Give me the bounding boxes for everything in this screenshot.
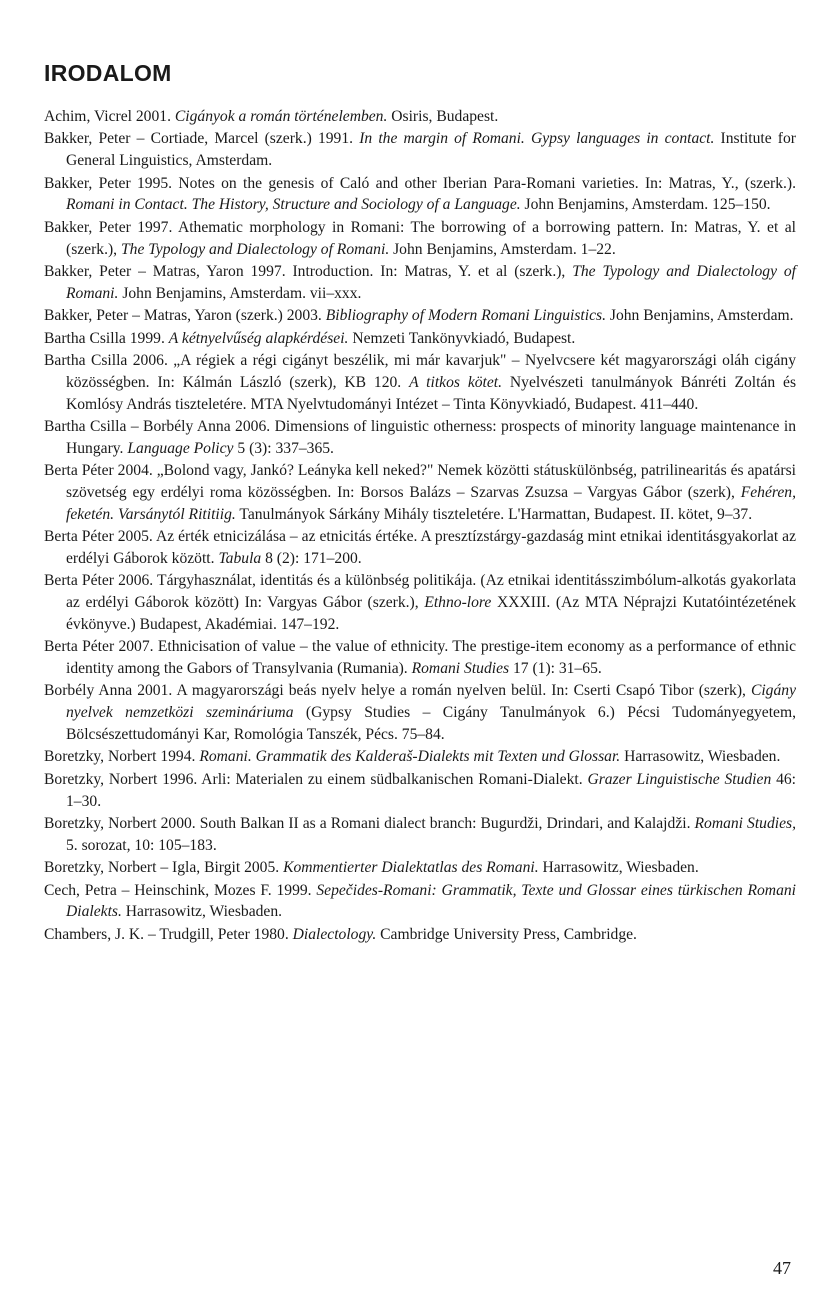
reference-text: Institute for General Linguistics, Amsterdam. bbox=[66, 130, 796, 170]
reference-text: John Benjamins, Amsterdam. 125–150. bbox=[520, 196, 771, 214]
reference-text: Bakker, Peter – Matras, Yaron 1997. Introduction. In: Matras, Y. et al (szerk.), bbox=[44, 262, 573, 280]
reference-entry bbox=[44, 857, 796, 879]
reference-text: 5. sorozat, 10: 105–183. bbox=[66, 836, 217, 854]
reference-text: 46: 1–30. bbox=[66, 770, 797, 810]
reference-text: Borbély Anna 2001. A magyarországi beás nyelv helye a román nyelven belül. In: Cserti Csapó Tibor (szerk), bbox=[44, 682, 751, 700]
reference-entry bbox=[44, 813, 796, 857]
reference-title: Ethno-lore bbox=[424, 594, 492, 612]
reference-text: Bakker, Peter 1995. Notes on the genesis of Caló and other Iberian Para-Romani varieties. In: Matras, Y., (szerk.). bbox=[44, 174, 796, 192]
reference-title: In the margin of Romani. Gypsy languages in contact. bbox=[359, 130, 715, 148]
reference-entry bbox=[44, 924, 796, 946]
reference-title: Bibliography of Modern Romani Linguistics. bbox=[325, 307, 606, 325]
reference-entry bbox=[44, 880, 796, 924]
reference-text: XXXIII. (Az MTA Néprajzi Kutatóintézetének évkönyve.) Budapest, Akadémiai. 147–192. bbox=[66, 594, 796, 633]
reference-text: Harrasowitz, Wiesbaden. bbox=[620, 748, 781, 766]
reference-title: Grazer Linguistische Studien bbox=[587, 770, 772, 788]
reference-text: Boretzky, Norbert 1996. Arli: Materialen zu einem südbalkanischen Romani-Dialekt. bbox=[44, 770, 588, 788]
reference-entry bbox=[44, 526, 796, 570]
reference-entry bbox=[44, 328, 796, 350]
reference-text: Berta Péter 2006. Tárgyhasználat, identitás és a különbség politikája. (Az etnikai identitásszimbólum-alkotás gyakorlata az erdélyi Gáborok között) In: Vargyas Gábor (szerk.), bbox=[44, 572, 796, 612]
reference-text: Nemzeti Tankönyvkiadó, Budapest. bbox=[348, 329, 576, 347]
reference-entry bbox=[44, 769, 796, 813]
reference-title: Language Policy bbox=[127, 439, 234, 457]
reference-text: Bartha Csilla 1999. bbox=[44, 329, 169, 347]
reference-text: 8 (2): 171–200. bbox=[261, 549, 362, 567]
reference-title: Dialectology. bbox=[292, 925, 377, 943]
reference-title: Sepečides-Romani: Grammatik, Texte und Glossar eines türkischen Romani Dialekts. bbox=[66, 881, 796, 921]
reference-title: Romani. Grammatik des Kalderaš-Dialekts mit Texten und Glossar. bbox=[199, 748, 621, 766]
reference-entry bbox=[44, 106, 796, 128]
reference-title: A titkos kötet. bbox=[409, 373, 503, 391]
reference-text: Cambridge University Press, Cambridge. bbox=[376, 925, 637, 943]
reference-entry bbox=[44, 350, 796, 415]
reference-title: Kommentierter Dialektatlas des Romani. bbox=[283, 859, 539, 877]
reference-text: Harrasowitz, Wiesbaden. bbox=[121, 903, 283, 921]
reference-text: Nyelvészeti tanulmányok Bánréti Zoltán és Komlósy András tiszteletére. MTA Nyelvtudományi Intézet – Tinta Könyvkiadó, Budapest. 411–440. bbox=[66, 373, 797, 413]
reference-entry bbox=[44, 680, 796, 745]
reference-text: Bartha Csilla – Borbély Anna 2006. Dimensions of linguistic otherness: prospects of minority language maintenance in Hungary. bbox=[44, 417, 796, 457]
reference-text: Boretzky, Norbert – Igla, Birgit 2005. bbox=[44, 859, 284, 877]
reference-text: Boretzky, Norbert 2000. South Balkan II as a Romani dialect branch: Bugurdži, Drindari, and Kalajdži. bbox=[44, 815, 695, 832]
reference-text: John Benjamins, Amsterdam. vii–xxx. bbox=[118, 284, 362, 302]
reference-text: Bakker, Peter – Cortiade, Marcel (szerk.) 1991. bbox=[44, 130, 360, 148]
reference-text: Chambers, J. K. – Trudgill, Peter 1980. bbox=[44, 925, 293, 943]
reference-title: Tabula bbox=[218, 549, 262, 567]
reference-title: Romani in Contact. The History, Structure and Sociology of a Language. bbox=[66, 196, 521, 214]
reference-text: Cech, Petra – Heinschink, Mozes F. 1999. bbox=[44, 881, 317, 899]
reference-entry bbox=[44, 128, 796, 172]
reference-text: John Benjamins, Amsterdam. bbox=[605, 307, 794, 325]
page-number: 47 bbox=[773, 1258, 791, 1278]
reference-title: A kétnyelvűség alapkérdései. bbox=[168, 329, 349, 347]
reference-text: Berta Péter 2007. Ethnicisation of value – the value of ethnicity. The prestige-item economy as a performance of ethnic identity among the Gabors of Transylvania (Rumania). bbox=[44, 638, 796, 678]
reference-entry bbox=[44, 746, 796, 768]
reference-title: Fehéren, feketén. Varsánytól Rititiig. bbox=[66, 483, 796, 523]
reference-text: Boretzky, Norbert 1994. bbox=[44, 748, 200, 766]
reference-text: Osiris, Budapest. bbox=[387, 108, 499, 125]
reference-title: Cigányok a román történelemben. bbox=[174, 108, 388, 125]
reference-entry bbox=[44, 217, 796, 261]
reference-text: Berta Péter 2004. „Bolond vagy, Jankó? Leányka kell neked?" Nemek közötti státuskülönbség, patrilinearitás és apatársi szövetség egy erdélyi roma közösségben. In: Borsos Balázs – Szarvas Zsuzsa – Vargyas Gábor (szerk), bbox=[44, 462, 796, 501]
reference-text: Bakker, Peter 1997. Athematic morphology in Romani: The borrowing of a borrowing pattern. In: Matras, Y. et al (szerk.), bbox=[44, 218, 796, 258]
reference-title: Cigány nyelvek nemzetközi szemináriuma bbox=[66, 682, 796, 722]
reference-text: Bakker, Peter – Matras, Yaron (szerk.) 2003. bbox=[44, 307, 326, 325]
reference-text: John Benjamins, Amsterdam. 1–22. bbox=[389, 240, 616, 258]
reference-entry bbox=[44, 261, 796, 305]
reference-entry bbox=[44, 636, 796, 680]
reference-title: The Typology and Dialectology of Romani. bbox=[120, 240, 390, 258]
reference-entry bbox=[44, 173, 796, 217]
reference-text: Tanulmányok Sárkány Mihály tiszteletére. L'Harmattan, Budapest. II. kötet, 9–37. bbox=[235, 505, 753, 523]
reference-text: 17 (1): 31–65. bbox=[509, 660, 602, 678]
reference-title: Romani Studies bbox=[411, 660, 510, 678]
section-heading: IRODALOM bbox=[44, 60, 172, 86]
reference-text: Harrasowitz, Wiesbaden. bbox=[538, 859, 699, 877]
reference-text: (Gypsy Studies – Cigány Tanulmányok 6.) Pécsi Tudományegyetem, Bölcsészettudományi Kar, Romológia Tanszék, Pécs. 75–84. bbox=[66, 704, 796, 744]
reference-text: Achim, Vicrel 2001. bbox=[44, 108, 175, 125]
reference-entry bbox=[44, 460, 796, 525]
reference-text: 5 (3): 337–365. bbox=[233, 439, 334, 457]
reference-list bbox=[44, 106, 796, 946]
reference-text: Bartha Csilla 2006. „A régiek a régi cigányt beszélik, mi már kavarjuk" – Nyelvcsere két magyarországi oláh cigány közösségben. In: Kálmán László (szerk), KB 120. bbox=[44, 351, 796, 391]
reference-title: The Typology and Dialectology of Romani. bbox=[66, 262, 796, 302]
reference-entry bbox=[44, 570, 796, 635]
reference-entry bbox=[44, 305, 796, 327]
reference-title: Romani Studies, bbox=[694, 815, 796, 832]
reference-entry bbox=[44, 416, 796, 460]
reference-text: Berta Péter 2005. Az érték etnicizálása – az etnicitás értéke. A presztízstárgy-gazdaság mint etnikai identitásgyakorlat az erdélyi Gáborok között. bbox=[44, 528, 796, 567]
